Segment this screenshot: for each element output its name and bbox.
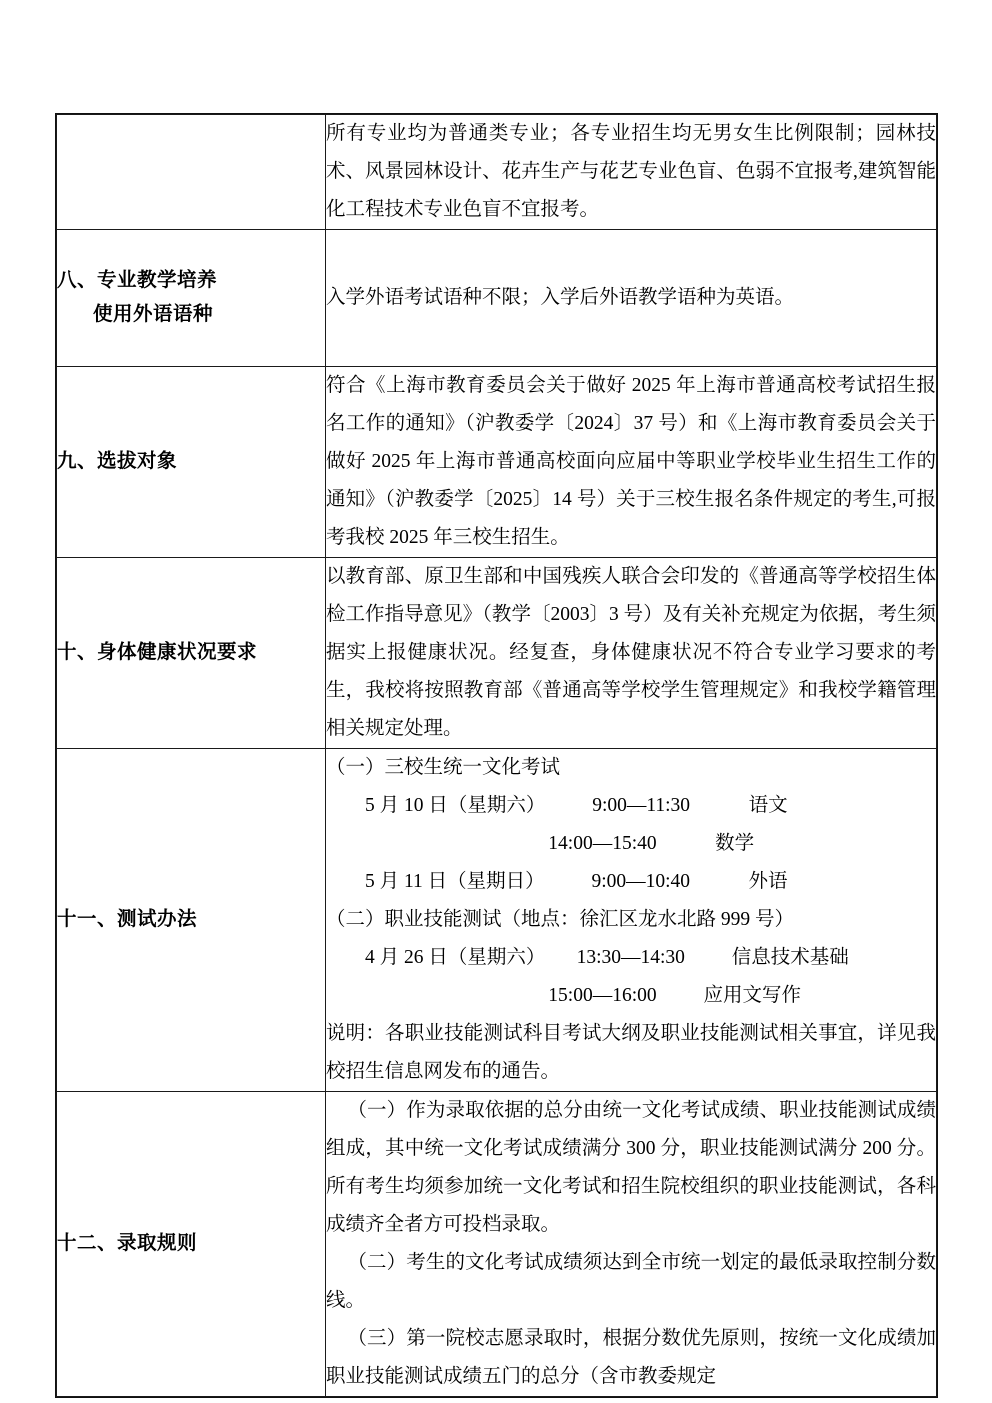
row-label-teaching-language bbox=[57, 230, 326, 367]
schedule-subject: 应用文写作 bbox=[703, 985, 801, 1006]
table-row bbox=[57, 367, 937, 558]
paragraph: 所有专业均为普通类专业；各专业招生均无男女生比例限制；园林技术、风景园林设计、花卉生产与花艺专业色盲、色弱不宜报考,建筑智能化工程技术专业色盲不宜报考。 bbox=[326, 123, 936, 220]
paragraph: 以教育部、原卫生部和中国残疾人联合会印发的《普通高等学校招生体检工作指导意见》（教学〔2003〕3 号）及有关补充规定为依据，考生须据实上报健康状况。经复查，身体健康状况不符合专业学习要求的考生，我校将按照教育部《普通高等学校学生管理规定》和我校学籍管理相关规定处理。 bbox=[326, 566, 936, 739]
admissions-regulation-table bbox=[56, 114, 937, 1397]
row-label-admission-rules: 十二、录取规则 bbox=[57, 1092, 326, 1397]
row-label-test-method: 十一、测试办法 bbox=[57, 749, 326, 1092]
label-line-1: 八、专业教学培养 bbox=[57, 270, 218, 291]
schedule-line bbox=[365, 787, 936, 825]
cultural-exam-heading: （一）三校生统一文化考试 bbox=[326, 757, 561, 778]
row-body-selection-target bbox=[326, 367, 937, 558]
schedule-subject: 外语 bbox=[748, 871, 788, 892]
schedule-time: 9:00—10:40 bbox=[591, 871, 691, 892]
paragraph: 入学外语考试语种不限；入学后外语教学语种为英语。 bbox=[326, 287, 795, 308]
schedule-line bbox=[365, 863, 936, 901]
table-row bbox=[57, 1092, 937, 1397]
schedule-subject: 语文 bbox=[748, 795, 788, 816]
table-row bbox=[57, 558, 937, 749]
schedule-time: 14:00—15:40 bbox=[548, 833, 657, 854]
admission-rule-item: （二）考生的文化考试成绩须达到全市统一划定的最低录取控制分数线。 bbox=[326, 1252, 936, 1311]
schedule-subject: 数学 bbox=[715, 833, 755, 854]
schedule-line bbox=[365, 977, 936, 1015]
row-label-selection-target: 九、选拔对象 bbox=[57, 367, 326, 558]
schedule-time: 13:30—14:30 bbox=[576, 947, 685, 968]
row-body-health-requirements bbox=[326, 558, 937, 749]
schedule-date: 4 月 26 日（星期六） bbox=[365, 947, 546, 968]
test-method-note: 说明：各职业技能测试科目考试大纲及职业技能测试相关事宜，详见我校招生信息网发布的通告。 bbox=[326, 1023, 936, 1082]
schedule-line bbox=[365, 939, 936, 977]
table-row bbox=[57, 230, 937, 367]
schedule-time: 9:00—11:30 bbox=[592, 795, 691, 816]
row-label-majors-note bbox=[57, 115, 326, 230]
schedule-date: 5 月 10 日（星期六） bbox=[365, 795, 546, 816]
row-body-admission-rules bbox=[326, 1092, 937, 1397]
table-row bbox=[57, 115, 937, 230]
schedule-date: 5 月 11 日（星期日） bbox=[365, 871, 545, 892]
skills-test-heading: （二）职业技能测试（地点：徐汇区龙水北路 999 号） bbox=[326, 909, 795, 930]
row-body-teaching-language bbox=[326, 230, 937, 367]
label-line-2: 使用外语语种 bbox=[93, 304, 214, 325]
cultural-exam-schedule bbox=[326, 787, 936, 901]
row-body-test-method bbox=[326, 749, 937, 1092]
schedule-time: 15:00—16:00 bbox=[548, 985, 657, 1006]
schedule-subject: 信息技术基础 bbox=[731, 947, 849, 968]
row-body-majors-note bbox=[326, 115, 937, 230]
row-label-health-requirements: 十、身体健康状况要求 bbox=[57, 558, 326, 749]
skills-test-schedule bbox=[326, 939, 936, 1015]
paragraph: 符合《上海市教育委员会关于做好 2025 年上海市普通高校考试招生报名工作的通知》（沪教委学〔2024〕37 号）和《上海市教育委员会关于做好 2025 年上海市普通高校面向应届中等职业学校毕业生招生工作的通知》（沪教委学〔2025〕14 号）关于三校生报名条件规定的考生,可报考我校 2025 年三校生招生。 bbox=[326, 375, 936, 548]
schedule-line bbox=[365, 825, 936, 863]
table-row bbox=[57, 749, 937, 1092]
admission-rule-item: （一）作为录取依据的总分由统一文化考试成绩、职业技能测试成绩组成，其中统一文化考试成绩满分 300 分，职业技能测试满分 200 分。所有考生均须参加统一文化考试和招生院校组织的职业技能测试，各科成绩齐全者方可投档录取。 bbox=[326, 1100, 936, 1235]
admission-rule-item: （三）第一院校志愿录取时，根据分数优先原则，按统一文化成绩加职业技能测试成绩五门的总分（含市教委规定 bbox=[326, 1328, 936, 1387]
